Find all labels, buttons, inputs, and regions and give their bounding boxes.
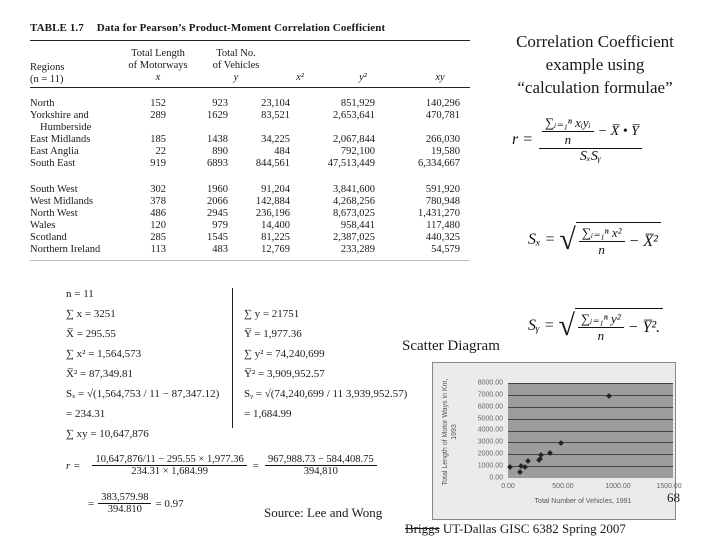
formula-r — [512, 115, 642, 165]
table-bottom-rule — [30, 260, 470, 261]
table-row — [30, 110, 470, 122]
cell-x2: 142,884 — [255, 196, 290, 207]
x-tick: 500.00 — [552, 483, 574, 490]
data-point — [547, 451, 553, 457]
header-y — [200, 48, 272, 84]
cell-xy: 140,296 — [425, 98, 460, 109]
formula-sx-numerator: ∑ᵢ₌₁ⁿ x² — [579, 225, 625, 242]
scatter-diagram-label: Scatter Diagram — [402, 338, 500, 354]
formula-sy-lhs: Sᵧ = — [528, 317, 555, 334]
chart-y-axis-label: Total Length of Motor Ways in Km, 1993 — [442, 378, 458, 486]
cell-x2: 23,104 — [261, 98, 290, 109]
cell-xy: 780,948 — [425, 196, 460, 207]
cell-x: 289 — [150, 110, 166, 121]
gridline — [508, 431, 673, 432]
formula-sx — [528, 222, 661, 258]
formula-r-mean-product: − X̅ • Y̅ — [597, 123, 639, 139]
table-number: TABLE 1.7 — [30, 22, 84, 34]
cell-y2: 4,268,256 — [333, 196, 375, 207]
table-row — [30, 244, 470, 256]
cell-x2: 83,521 — [261, 110, 290, 121]
calc-r-eq3: = — [88, 497, 95, 510]
header-y-line1: Total No. — [216, 48, 256, 59]
formula-sx-rest: − X̅² — [628, 232, 658, 250]
sqrt-icon: √ $\frac{\text{∑ᵢ₌₁ⁿ x²}}{n}$ − X̅² — [559, 222, 661, 258]
calc-line: ∑ x = 3251 — [66, 308, 116, 320]
table-title — [30, 22, 385, 34]
calc-line: Sᵧ = √(74,240,699 / 11 3,939,952.57) — [244, 388, 408, 400]
chart-x-axis-label: Total Number of Vehicles, 1991 — [534, 498, 632, 505]
cell-x: 120 — [150, 220, 166, 231]
cell-xy: 440,325 — [425, 232, 460, 243]
header-y2: y² — [359, 72, 367, 83]
x-tick: 0.00 — [501, 483, 515, 490]
column-divider — [232, 288, 233, 428]
data-point — [522, 464, 528, 470]
gridline — [508, 419, 673, 420]
cell-x: 302 — [150, 184, 166, 195]
header-x — [118, 48, 198, 84]
cell-xy: 266,030 — [425, 134, 460, 145]
y-tick: 6000.00 — [477, 403, 503, 411]
calc-line: ∑ y = 21751 — [244, 308, 300, 320]
table-row — [30, 122, 470, 134]
calc-line: = 234.31 — [66, 408, 106, 420]
formula-sx-denominator: n — [598, 242, 605, 257]
header-x-symbol: x — [155, 72, 161, 83]
formula-sy-denominator: n — [597, 328, 605, 343]
calc-line: Sₓ = √(1,564,753 / 11 − 87,347.12) — [66, 388, 220, 400]
formula-r-numerator — [539, 115, 642, 149]
cell-xy: 470,781 — [425, 110, 460, 121]
table-row — [30, 208, 470, 220]
formula-r-lhs: r = — [512, 131, 534, 148]
formula-r-denominator: SₓSᵧ — [579, 149, 602, 164]
cell-region: Humberside — [40, 122, 92, 133]
cell-x: 486 — [150, 208, 166, 219]
cell-y: 923 — [212, 98, 228, 109]
calc-line: = 1,684.99 — [244, 408, 292, 420]
calc-line: ∑ y² = 74,240,699 — [244, 348, 325, 360]
table-row — [30, 134, 470, 146]
y-tick: 2000.00 — [477, 450, 503, 458]
cell-region: South East — [30, 158, 76, 169]
header-regions-line1: Regions — [30, 62, 65, 73]
cell-xy: 1,431,270 — [418, 208, 460, 219]
cell-x: 185 — [150, 134, 166, 145]
y-tick: 1000.00 — [477, 462, 503, 470]
formula-sy-rest: − Y̅². — [627, 318, 661, 336]
calc-line: ∑ x² = 1,564,573 — [66, 348, 142, 360]
table-row — [30, 146, 470, 158]
calc-line: Y̅² = 3,909,952.57 — [244, 368, 325, 380]
cell-x2: 91,204 — [261, 184, 290, 195]
chart-plot-area — [508, 383, 673, 478]
formula-r-n: n — [564, 132, 572, 147]
gridline — [508, 395, 673, 396]
y-tick: 8000.00 — [477, 379, 503, 387]
cell-region: North West — [30, 208, 78, 219]
cell-x: 152 — [150, 98, 166, 109]
calc-r-frac1-num: 10,647,876/11 − 295.55 × 1,977.36 — [92, 454, 246, 466]
table-row — [30, 220, 470, 232]
cell-y2: 2,387,025 — [333, 232, 375, 243]
gridline — [508, 466, 673, 467]
calc-r-lhs: r = — [66, 459, 81, 472]
calc-line: n = 11 — [66, 288, 94, 300]
header-x-line1: Total Length — [131, 48, 185, 59]
gridline — [508, 407, 673, 408]
cell-region: Wales — [30, 220, 56, 231]
table-caption: Data for Pearson’s Product-Moment Correlation Coefficient — [96, 22, 386, 34]
calc-r-frac1 — [92, 454, 246, 477]
footer — [405, 521, 626, 537]
gridline — [508, 383, 673, 384]
cell-xy: 591,920 — [425, 184, 460, 195]
y-tick: 5000.00 — [477, 415, 503, 423]
x-tick: 1000.00 — [605, 483, 631, 490]
calc-r-frac2-den: 394,810 — [303, 466, 338, 477]
cell-region: Northern Ireland — [30, 244, 101, 255]
cell-y2: 8,673,025 — [333, 208, 375, 219]
cell-x2: 484 — [274, 146, 290, 157]
cell-y: 1438 — [207, 134, 228, 145]
calc-r-frac3-num: 383,579.98 — [98, 492, 151, 504]
cell-xy: 117,480 — [426, 220, 460, 231]
cell-y2: 958,441 — [340, 220, 375, 231]
scatter-chart — [432, 362, 682, 520]
sqrt-icon: √ $\frac{\text{∑ᵢ₌₁ⁿ y²}}{n}$ − Y̅². — [558, 308, 663, 344]
formula-r-inner-frac — [542, 115, 594, 148]
y-tick: 3000.00 — [477, 438, 503, 446]
calc-y-block — [244, 304, 407, 424]
cell-y2: 2,653,641 — [333, 110, 375, 121]
header-y-line2: of Vehicles — [212, 60, 260, 71]
cell-y: 979 — [212, 220, 228, 231]
header-x-line2: of Motorways — [128, 60, 188, 71]
header-x2: x² — [296, 72, 304, 83]
table-row — [30, 196, 470, 208]
formula-sx-lhs: Sₓ = — [528, 231, 556, 248]
cell-y: 1629 — [207, 110, 228, 121]
data-point — [518, 469, 524, 475]
cell-xy: 6,334,667 — [418, 158, 460, 169]
calc-r-row2 — [88, 492, 184, 515]
header-y-symbol: y — [233, 72, 239, 83]
data-point — [559, 440, 565, 446]
calc-r-result: = 0.97 — [155, 497, 184, 510]
cell-region: Yorkshire and — [30, 110, 89, 121]
calc-line: X̅ = 295.55 — [66, 328, 116, 340]
cell-region: East Anglia — [30, 146, 79, 157]
cell-x2: 12,769 — [261, 244, 290, 255]
page-number: 68 — [667, 490, 680, 505]
cell-x2: 81,225 — [261, 232, 290, 243]
slide-title-line1: Correlation Coefficient — [516, 32, 674, 51]
cell-x2: 236,196 — [255, 208, 290, 219]
calc-r-eq2: = — [252, 459, 259, 472]
header-regions-line2: (n = 11) — [30, 74, 64, 85]
cell-y: 1960 — [207, 184, 228, 195]
cell-x2: 844,561 — [255, 158, 290, 169]
slide-title — [480, 30, 710, 99]
cell-region: East Midlands — [30, 134, 91, 145]
cell-region: West Midlands — [30, 196, 94, 207]
slide-title-line2: example using — [545, 55, 645, 74]
cell-y: 2066 — [207, 196, 228, 207]
calc-r-frac3 — [98, 492, 151, 515]
calc-line: Y̅ = 1,977.36 — [244, 328, 302, 340]
cell-region: South West — [30, 184, 78, 195]
calc-r-frac2 — [265, 454, 377, 477]
cell-x: 285 — [150, 232, 166, 243]
calc-r-frac1-den: 234.31 × 1,684.99 — [131, 466, 208, 477]
formula-r-sum: ∑ᵢ₌₁ⁿ xᵢyᵢ — [542, 115, 594, 132]
y-tick: 0.00 — [489, 474, 503, 482]
cell-y2: 2,067,844 — [333, 134, 375, 145]
calc-line: ∑ xy = 10,647,876 — [66, 428, 149, 440]
cell-x: 378 — [150, 196, 166, 207]
cell-y: 483 — [212, 244, 228, 255]
header-xy: xy — [435, 72, 445, 83]
formula-r-fraction — [539, 115, 642, 165]
footer-course: UT-Dallas GISC 6382 Spring 2007 — [439, 521, 626, 536]
calc-x-block — [66, 284, 219, 444]
table-top-rule — [30, 40, 470, 41]
cell-x: 113 — [150, 244, 166, 255]
cell-xy: 54,579 — [431, 244, 460, 255]
cell-x2: 14,400 — [261, 220, 290, 231]
y-tick: 4000.00 — [477, 426, 503, 434]
footer-author: Briggs — [405, 521, 440, 536]
x-tick: 1500.00 — [656, 483, 682, 490]
cell-x2: 34,225 — [261, 134, 290, 145]
cell-y2: 792,100 — [340, 146, 375, 157]
slide-title-line3: “calculation formulae” — [517, 78, 673, 97]
source-citation: Source: Lee and Wong — [264, 505, 383, 520]
y-tick: 7000.00 — [477, 391, 503, 399]
formula-sy-numerator: ∑ᵢ₌₁ⁿ y² — [578, 311, 624, 328]
calc-r-frac2-num: 967,988.73 − 584,408.75 — [265, 454, 377, 466]
table-row — [30, 232, 470, 244]
cell-x: 919 — [150, 158, 166, 169]
data-point — [538, 452, 544, 458]
gridline — [508, 454, 673, 455]
header-regions — [30, 62, 64, 86]
cell-y2: 47,513,449 — [327, 158, 375, 169]
cell-y: 6893 — [207, 158, 228, 169]
cell-y: 2945 — [207, 208, 228, 219]
calc-r-frac3-den: 394.810 — [107, 504, 142, 515]
table-row — [30, 184, 470, 196]
cell-y: 1545 — [207, 232, 228, 243]
calc-line: X̅² = 87,349.81 — [66, 368, 133, 380]
cell-region: Scotland — [30, 232, 67, 243]
cell-region: North — [30, 98, 55, 109]
cell-y2: 851,929 — [340, 98, 375, 109]
gridline — [508, 442, 673, 443]
data-point — [526, 458, 532, 464]
cell-y: 890 — [212, 146, 228, 157]
cell-x: 22 — [155, 146, 166, 157]
table-row — [30, 158, 470, 170]
table-row — [30, 98, 470, 110]
cell-y2: 3,841,600 — [333, 184, 375, 195]
cell-y2: 233,289 — [340, 244, 375, 255]
cell-xy: 19,580 — [431, 146, 460, 157]
formula-sy — [528, 308, 663, 344]
table-header-rule — [30, 87, 470, 88]
calc-r-row1 — [66, 454, 377, 477]
